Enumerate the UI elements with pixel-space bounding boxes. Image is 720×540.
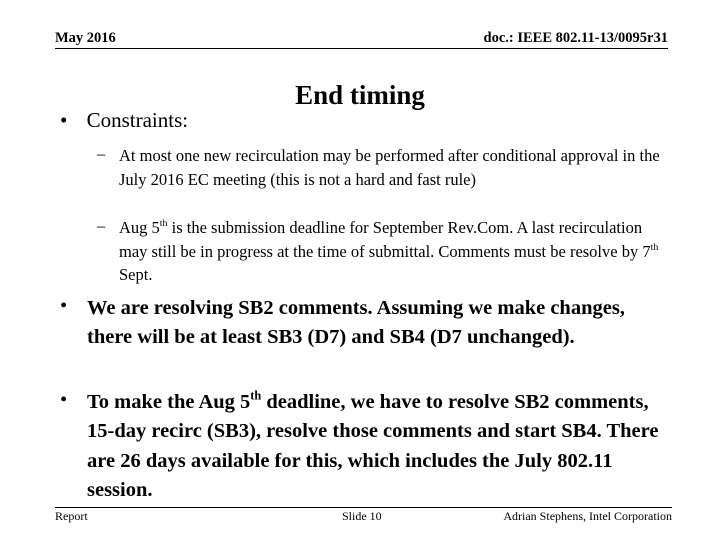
sub-item-2-part2: is the submission deadline for September Rev.Com. A last recirculation may still be in progress at the time of submittal. Comments must be resolve by 7 xyxy=(119,218,651,261)
main-bullet-2-sup: th xyxy=(250,388,262,403)
main-bullet-2 xyxy=(87,388,662,505)
main-bullet-2-part2: deadline, we have to resolve SB2 comments, 15-day recirc (SB3), resolve those comments and start SB4. There are 26 days available for this, which includes the July 802.11 session. xyxy=(87,391,659,501)
header-date: May 2016 xyxy=(55,30,116,46)
sub-item-2-part3: Sept. xyxy=(119,265,153,284)
slide-title: End timing xyxy=(295,80,425,110)
main-bullet-1: We are resolving SB2 comments. Assuming we make changes, there will be at least SB3 (D7) and SB4 (D7 unchanged). xyxy=(87,297,625,349)
bullet-symbol: • xyxy=(60,108,68,132)
sub-item-1: At most one new recirculation may be performed after conditional approval in the July 2016 EC meeting (this is not a hard and fast rule) xyxy=(119,146,660,189)
sub-item-2 xyxy=(119,216,664,287)
footer-divider xyxy=(55,507,672,508)
bullet-symbol: • xyxy=(60,389,68,411)
footer-left: Report xyxy=(55,509,88,523)
main-bullet-2-part1: To make the Aug 5 xyxy=(87,391,251,413)
dash-symbol: – xyxy=(97,216,106,235)
footer-slide-number: Slide 10 xyxy=(342,509,382,523)
header-doc-id: doc.: IEEE 802.11-13/0095r31 xyxy=(483,30,668,46)
dash-symbol: – xyxy=(97,144,106,163)
bullet-symbol: • xyxy=(60,295,68,317)
sub-item-2-sup1: th xyxy=(159,218,168,230)
sub-item-2-sup2: th xyxy=(650,241,659,253)
sub-item-2-part1: Aug 5 xyxy=(119,218,160,237)
constraints-heading xyxy=(60,108,188,133)
header-divider xyxy=(55,48,668,49)
constraints-label: Constraints: xyxy=(86,108,189,132)
footer-author: Adrian Stephens, Intel Corporation xyxy=(503,509,672,523)
